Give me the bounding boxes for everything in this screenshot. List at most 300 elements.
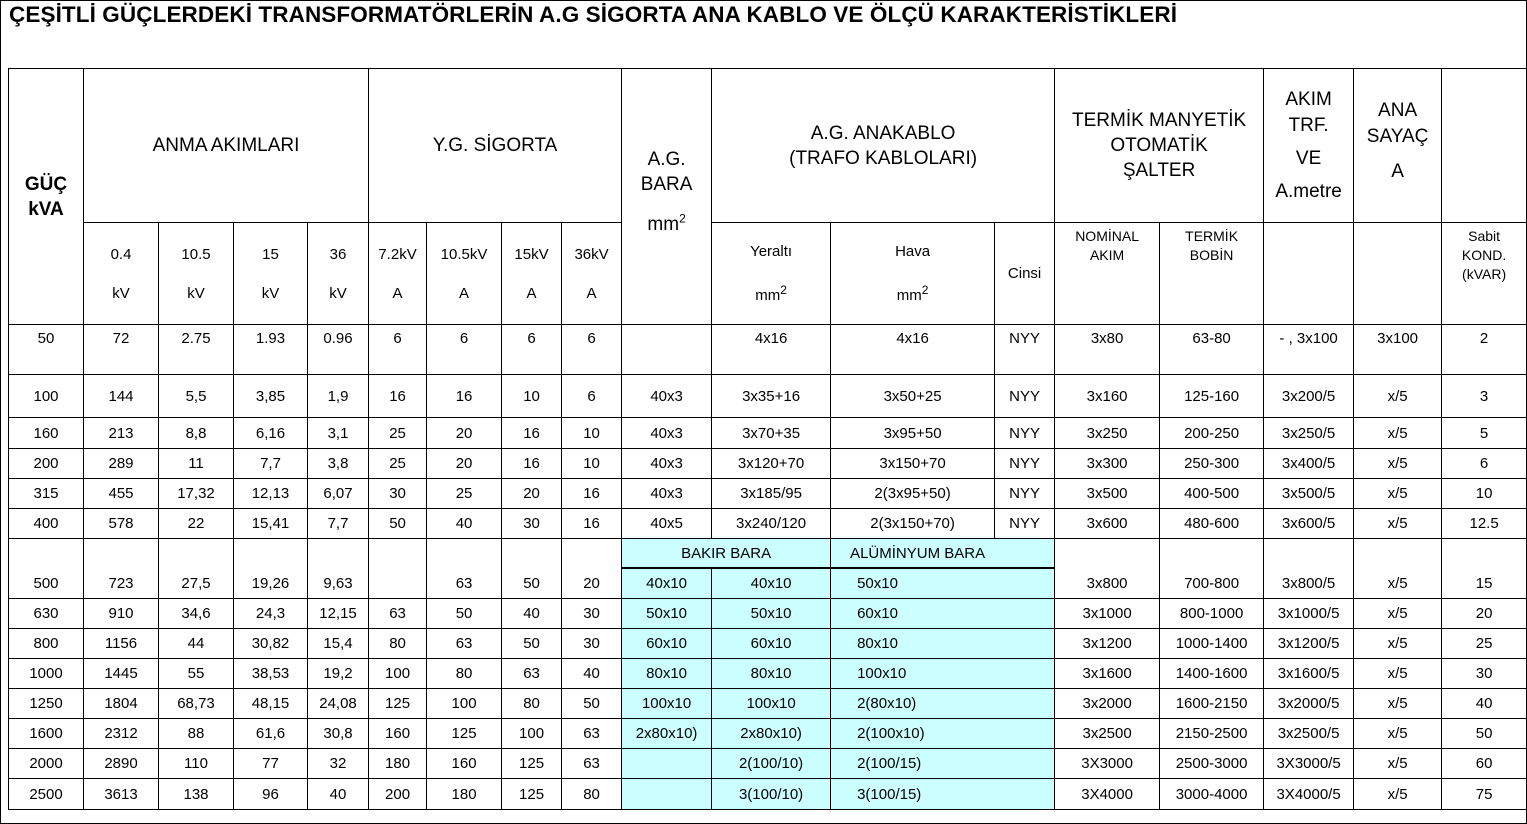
cell-cinsi: NYY	[995, 375, 1055, 418]
cell-a36: 3,1	[308, 418, 369, 449]
cell-y72: 160	[369, 719, 427, 749]
cell-aluminyum: 50x10	[831, 568, 1055, 599]
cell-y15: 100	[502, 719, 562, 749]
cell-akim: 3X3000/5	[1264, 749, 1354, 779]
cell-a15: 1.93	[234, 325, 308, 375]
cell-cinsi: NYY	[995, 325, 1055, 375]
cell-y36: 10	[562, 418, 622, 449]
cell-a36: 19,2	[308, 659, 369, 689]
cell-a04: 144	[84, 375, 159, 418]
table-row	[9, 629, 1527, 659]
cell-y72: 16	[369, 375, 427, 418]
cell-kond: 40	[1442, 689, 1527, 719]
cell-y105: 125	[427, 719, 502, 749]
blank-cell	[369, 539, 427, 569]
ana-sayac-header: ANA SAYAÇ A	[1354, 69, 1442, 223]
akim-trf-header: AKIM TRF. VE A.metre	[1264, 69, 1354, 223]
cell-y15: 16	[502, 449, 562, 479]
cell-nominal: 3x300	[1055, 449, 1160, 479]
cell-a15: 6,16	[234, 418, 308, 449]
cell-y105: 6	[427, 325, 502, 375]
cell-y36: 30	[562, 629, 622, 659]
table-row	[9, 418, 1527, 449]
cell-bara: 40x3	[622, 375, 712, 418]
blank-header-cell	[1442, 69, 1527, 223]
aluminyum-bara-label: ALÜMİNYUM BARA	[831, 539, 1055, 569]
cell-y15: 6	[502, 325, 562, 375]
cell-y15: 50	[502, 568, 562, 599]
cell-a15: 15,41	[234, 509, 308, 539]
cell-termik: 1400-1600	[1160, 659, 1264, 689]
cell-termik: 2500-3000	[1160, 749, 1264, 779]
anma-akimlari-header: ANMA AKIMLARI	[84, 69, 369, 223]
cell-guc: 1250	[9, 689, 84, 719]
cell-bakir: 2(100/10)	[712, 749, 831, 779]
cell-kond: 3	[1442, 375, 1527, 418]
cell-y72: 50	[369, 509, 427, 539]
cell-y105: 160	[427, 749, 502, 779]
cell-a36: 30,8	[308, 719, 369, 749]
cell-a36: 9,63	[308, 568, 369, 599]
cell-a105: 88	[159, 719, 234, 749]
cell-guc: 630	[9, 599, 84, 629]
cell-y105: 25	[427, 479, 502, 509]
cell-guc: 315	[9, 479, 84, 509]
cell-akim: 3x1600/5	[1264, 659, 1354, 689]
cell-guc: 2500	[9, 779, 84, 810]
cell-kond: 10	[1442, 479, 1527, 509]
cell-yeralti: 4x16	[712, 325, 831, 375]
cell-y72: 30	[369, 479, 427, 509]
blank-cell	[1264, 539, 1354, 569]
blank-cell	[1160, 539, 1264, 569]
cell-yeralti: 3x185/95	[712, 479, 831, 509]
cell-kond: 30	[1442, 659, 1527, 689]
anma-sub-2: 15 kV	[234, 223, 308, 325]
yg-sub-2: 15kV A	[502, 223, 562, 325]
cell-a04: 578	[84, 509, 159, 539]
cell-bakir: 50x10	[712, 599, 831, 629]
cell-yeralti: 3x35+16	[712, 375, 831, 418]
cell-akim: - , 3x100	[1264, 325, 1354, 375]
cell-y72: 25	[369, 418, 427, 449]
cell-termik: 125-160	[1160, 375, 1264, 418]
cell-a105: 44	[159, 629, 234, 659]
cell-sayac: x/5	[1354, 749, 1442, 779]
yeralti-header: Yeraltı $mm^2$	[712, 223, 831, 325]
cell-y36: 50	[562, 689, 622, 719]
cell-a36: 32	[308, 749, 369, 779]
table-row	[9, 719, 1527, 749]
cell-a36: 6,07	[308, 479, 369, 509]
cell-bakir: 40x10	[712, 568, 831, 599]
cell-sayac: x/5	[1354, 719, 1442, 749]
cell-a15: 12,13	[234, 479, 308, 509]
cell-kond: 15	[1442, 568, 1527, 599]
cell-kond: 20	[1442, 599, 1527, 629]
cell-guc: 2000	[9, 749, 84, 779]
table-row	[9, 479, 1527, 509]
cell-guc: 500	[9, 568, 84, 599]
cell-y72: 6	[369, 325, 427, 375]
cell-y36: 16	[562, 479, 622, 509]
cell-a04: 723	[84, 568, 159, 599]
cell-y105: 40	[427, 509, 502, 539]
cell-guc: 1600	[9, 719, 84, 749]
cell-bara	[622, 325, 712, 375]
cell-sayac: x/5	[1354, 629, 1442, 659]
cell-akim: 3x200/5	[1264, 375, 1354, 418]
cell-y15: 125	[502, 779, 562, 810]
cell-y72: 200	[369, 779, 427, 810]
cell-a04: 1445	[84, 659, 159, 689]
cell-y36: 80	[562, 779, 622, 810]
transformer-table	[8, 68, 1527, 810]
cell-y36: 6	[562, 375, 622, 418]
guc-header: GÜÇ kVA	[9, 69, 84, 325]
cell-akim: 3X4000/5	[1264, 779, 1354, 810]
sabit-kond-header: Sabit KOND. (kVAR)	[1442, 223, 1527, 325]
cell-termik: 63-80	[1160, 325, 1264, 375]
cell-termik: 400-500	[1160, 479, 1264, 509]
cell-kond: 6	[1442, 449, 1527, 479]
cell-termik: 2150-2500	[1160, 719, 1264, 749]
bara-subheader-row	[9, 539, 1527, 569]
cell-a105: 34,6	[159, 599, 234, 629]
cell-y105: 63	[427, 568, 502, 599]
cell-sayac: x/5	[1354, 375, 1442, 418]
cell-a04: 910	[84, 599, 159, 629]
cell-nominal: 3X4000	[1055, 779, 1160, 810]
cell-y72: 180	[369, 749, 427, 779]
cell-termik: 480-600	[1160, 509, 1264, 539]
cell-guc: 1000	[9, 659, 84, 689]
cinsi-header: Cinsi	[995, 223, 1055, 325]
blank-cell	[1055, 539, 1160, 569]
header-row-1	[9, 69, 1527, 223]
cell-akim: 3x400/5	[1264, 449, 1354, 479]
cell-a15: 24,3	[234, 599, 308, 629]
cell-yeralti: 3x240/120	[712, 509, 831, 539]
cell-bara: 60x10	[622, 629, 712, 659]
cell-kond: 25	[1442, 629, 1527, 659]
cell-bara: 40x5	[622, 509, 712, 539]
cell-a105: 68,73	[159, 689, 234, 719]
cell-y105: 80	[427, 659, 502, 689]
cell-bara	[622, 779, 712, 810]
cell-kond: 75	[1442, 779, 1527, 810]
cell-a36: 0.96	[308, 325, 369, 375]
cell-aluminyum: 100x10	[831, 659, 1055, 689]
blank-sub-cell	[1354, 223, 1442, 325]
cell-y36: 10	[562, 449, 622, 479]
cell-sayac: x/5	[1354, 599, 1442, 629]
cell-termik: 1600-2150	[1160, 689, 1264, 719]
anma-sub-3: 36 kV	[308, 223, 369, 325]
cell-hava: 3x150+70	[831, 449, 995, 479]
cell-y72: 80	[369, 629, 427, 659]
cell-termik: 3000-4000	[1160, 779, 1264, 810]
cell-bakir: 2x80x10)	[712, 719, 831, 749]
cell-kond: 50	[1442, 719, 1527, 749]
blank-cell	[84, 539, 159, 569]
cell-sayac: x/5	[1354, 689, 1442, 719]
cell-kond: 2	[1442, 325, 1527, 375]
cell-guc: 400	[9, 509, 84, 539]
cell-kond: 5	[1442, 418, 1527, 449]
cell-guc: 200	[9, 449, 84, 479]
cell-a04: 1804	[84, 689, 159, 719]
cell-bakir: 100x10	[712, 689, 831, 719]
hava-header: Hava $mm^2$	[831, 223, 995, 325]
cell-y105: 16	[427, 375, 502, 418]
cell-termik: 1000-1400	[1160, 629, 1264, 659]
cell-nominal: 3x160	[1055, 375, 1160, 418]
cell-y105: 50	[427, 599, 502, 629]
cell-sayac: x/5	[1354, 449, 1442, 479]
cell-y36: 63	[562, 749, 622, 779]
cell-a04: 213	[84, 418, 159, 449]
cell-a15: 61,6	[234, 719, 308, 749]
cell-termik: 200-250	[1160, 418, 1264, 449]
cell-hava: 2(3x150+70)	[831, 509, 995, 539]
cell-nominal: 3x1000	[1055, 599, 1160, 629]
cell-a105: 2.75	[159, 325, 234, 375]
blank-cell	[562, 539, 622, 569]
cell-a105: 138	[159, 779, 234, 810]
cell-aluminyum: 2(100x10)	[831, 719, 1055, 749]
cell-a36: 1,9	[308, 375, 369, 418]
cell-y72: 25	[369, 449, 427, 479]
cell-y15: 125	[502, 749, 562, 779]
cell-aluminyum: 2(80x10)	[831, 689, 1055, 719]
cell-y105: 20	[427, 449, 502, 479]
blank-cell	[427, 539, 502, 569]
cell-akim: 3x2500/5	[1264, 719, 1354, 749]
cell-y105: 100	[427, 689, 502, 719]
page-title: ÇEŞİTLİ GÜÇLERDEKİ TRANSFORMATÖRLERİN A.G SİGORTA ANA KABLO VE ÖLÇÜ KARAKTERİSTİKLERİ	[9, 2, 1178, 27]
cell-yeralti: 3x70+35	[712, 418, 831, 449]
blank-cell	[159, 539, 234, 569]
cell-akim: 3x800/5	[1264, 568, 1354, 599]
cell-termik: 700-800	[1160, 568, 1264, 599]
blank-cell	[234, 539, 308, 569]
cell-y72: 100	[369, 659, 427, 689]
cell-aluminyum: 3(100/15)	[831, 779, 1055, 810]
cell-a04: 3613	[84, 779, 159, 810]
cell-y36: 63	[562, 719, 622, 749]
cell-cinsi: NYY	[995, 479, 1055, 509]
yg-sub-0: 7.2kV A	[369, 223, 427, 325]
ag-anakablo-header: A.G. ANAKABLO (TRAFO KABLOLARI)	[712, 69, 1055, 223]
cell-y72: 63	[369, 599, 427, 629]
cell-sayac: x/5	[1354, 509, 1442, 539]
cell-nominal: 3x2000	[1055, 689, 1160, 719]
cell-y15: 50	[502, 629, 562, 659]
cell-y105: 63	[427, 629, 502, 659]
cell-akim: 3x600/5	[1264, 509, 1354, 539]
cell-a36: 15,4	[308, 629, 369, 659]
cell-guc: 50	[9, 325, 84, 375]
cell-a15: 38,53	[234, 659, 308, 689]
cell-guc: 800	[9, 629, 84, 659]
cell-y36: 6	[562, 325, 622, 375]
cell-a36: 7,7	[308, 509, 369, 539]
cell-nominal: 3x500	[1055, 479, 1160, 509]
cell-bara: 50x10	[622, 599, 712, 629]
cell-y72	[369, 568, 427, 599]
cell-akim: 3x500/5	[1264, 479, 1354, 509]
cell-y15: 30	[502, 509, 562, 539]
cell-bakir: 80x10	[712, 659, 831, 689]
anma-sub-0: 0.4 kV	[84, 223, 159, 325]
cell-y15: 80	[502, 689, 562, 719]
nominal-akim-header: NOMİNAL AKIM	[1055, 223, 1160, 325]
cell-guc: 100	[9, 375, 84, 418]
cell-nominal: 3x250	[1055, 418, 1160, 449]
cell-a105: 8,8	[159, 418, 234, 449]
cell-a36: 12,15	[308, 599, 369, 629]
cell-bakir: 3(100/10)	[712, 779, 831, 810]
cell-a105: 5,5	[159, 375, 234, 418]
cell-cinsi: NYY	[995, 509, 1055, 539]
blank-cell	[502, 539, 562, 569]
cell-a36: 40	[308, 779, 369, 810]
table-row	[9, 689, 1527, 719]
cell-a04: 2890	[84, 749, 159, 779]
cell-y105: 180	[427, 779, 502, 810]
cell-y36: 30	[562, 599, 622, 629]
cell-a36: 24,08	[308, 689, 369, 719]
cell-nominal: 3x2500	[1055, 719, 1160, 749]
cell-a15: 77	[234, 749, 308, 779]
cell-a04: 1156	[84, 629, 159, 659]
blank-sub-cell	[1264, 223, 1354, 325]
cell-sayac: 3x100	[1354, 325, 1442, 375]
table-row	[9, 375, 1527, 418]
cell-sayac: x/5	[1354, 568, 1442, 599]
cell-a15: 48,15	[234, 689, 308, 719]
table-row	[9, 749, 1527, 779]
termik-manyetik-header: TERMİK MANYETİK OTOMATİK ŞALTER	[1055, 69, 1264, 223]
cell-hava: 2(3x95+50)	[831, 479, 995, 509]
cell-y15: 63	[502, 659, 562, 689]
table-row	[9, 449, 1527, 479]
cell-aluminyum: 60x10	[831, 599, 1055, 629]
cell-kond: 60	[1442, 749, 1527, 779]
cell-bara: 40x3	[622, 449, 712, 479]
cell-a04: 289	[84, 449, 159, 479]
cell-a04: 2312	[84, 719, 159, 749]
table-row	[9, 568, 1527, 599]
blank-cell	[9, 539, 84, 569]
cell-yeralti: 3x120+70	[712, 449, 831, 479]
cell-guc: 160	[9, 418, 84, 449]
cell-akim: 3x250/5	[1264, 418, 1354, 449]
table-row	[9, 325, 1527, 375]
cell-y15: 10	[502, 375, 562, 418]
yg-sub-1: 10.5kV A	[427, 223, 502, 325]
table-row	[9, 509, 1527, 539]
cell-a15: 7,7	[234, 449, 308, 479]
cell-y15: 40	[502, 599, 562, 629]
cell-a105: 17,32	[159, 479, 234, 509]
cell-bakir: 60x10	[712, 629, 831, 659]
cell-hava: 3x50+25	[831, 375, 995, 418]
cell-akim: 3x1200/5	[1264, 629, 1354, 659]
cell-bara: 40x3	[622, 418, 712, 449]
blank-cell	[1442, 539, 1527, 569]
cell-termik: 800-1000	[1160, 599, 1264, 629]
cell-y36: 40	[562, 659, 622, 689]
cell-kond: 12.5	[1442, 509, 1527, 539]
cell-y105: 20	[427, 418, 502, 449]
yg-sigorta-header: Y.G. SİGORTA	[369, 69, 622, 223]
cell-sayac: x/5	[1354, 479, 1442, 509]
cell-bara: 2x80x10)	[622, 719, 712, 749]
cell-aluminyum: 2(100/15)	[831, 749, 1055, 779]
cell-a15: 19,26	[234, 568, 308, 599]
anma-sub-1: 10.5 kV	[159, 223, 234, 325]
cell-cinsi: NYY	[995, 449, 1055, 479]
cell-sayac: x/5	[1354, 659, 1442, 689]
cell-bara: 40x10	[622, 568, 712, 599]
cell-aluminyum: 80x10	[831, 629, 1055, 659]
cell-y15: 20	[502, 479, 562, 509]
cell-a15: 96	[234, 779, 308, 810]
cell-bara	[622, 749, 712, 779]
cell-a105: 27,5	[159, 568, 234, 599]
table-row	[9, 659, 1527, 689]
blank-cell	[1354, 539, 1442, 569]
cell-hava: 4x16	[831, 325, 995, 375]
cell-y36: 20	[562, 568, 622, 599]
bakir-bara-label: BAKIR BARA	[622, 539, 831, 569]
cell-bara: 80x10	[622, 659, 712, 689]
cell-a36: 3,8	[308, 449, 369, 479]
cell-a105: 22	[159, 509, 234, 539]
cell-sayac: x/5	[1354, 418, 1442, 449]
cell-nominal: 3x1600	[1055, 659, 1160, 689]
termik-bobin-header: TERMİK BOBİN	[1160, 223, 1264, 325]
cell-bara: 40x3	[622, 479, 712, 509]
cell-nominal: 3x80	[1055, 325, 1160, 375]
cell-nominal: 3X3000	[1055, 749, 1160, 779]
cell-sayac: x/5	[1354, 779, 1442, 810]
cell-akim: 3x1000/5	[1264, 599, 1354, 629]
cell-termik: 250-300	[1160, 449, 1264, 479]
table-row	[9, 779, 1527, 810]
header-row-2	[9, 223, 1527, 325]
cell-y15: 16	[502, 418, 562, 449]
cell-a15: 30,82	[234, 629, 308, 659]
blank-cell	[308, 539, 369, 569]
cell-a04: 455	[84, 479, 159, 509]
cell-y36: 16	[562, 509, 622, 539]
cell-a04: 72	[84, 325, 159, 375]
cell-nominal: 3x1200	[1055, 629, 1160, 659]
cell-bara: 100x10	[622, 689, 712, 719]
cell-nominal: 3x600	[1055, 509, 1160, 539]
cell-a105: 110	[159, 749, 234, 779]
cell-y72: 125	[369, 689, 427, 719]
cell-cinsi: NYY	[995, 418, 1055, 449]
ag-bara-header: A.G. BARA $mm^2$	[622, 69, 712, 325]
cell-hava: 3x95+50	[831, 418, 995, 449]
yg-sub-3: 36kV A	[562, 223, 622, 325]
cell-a15: 3,85	[234, 375, 308, 418]
cell-a105: 55	[159, 659, 234, 689]
